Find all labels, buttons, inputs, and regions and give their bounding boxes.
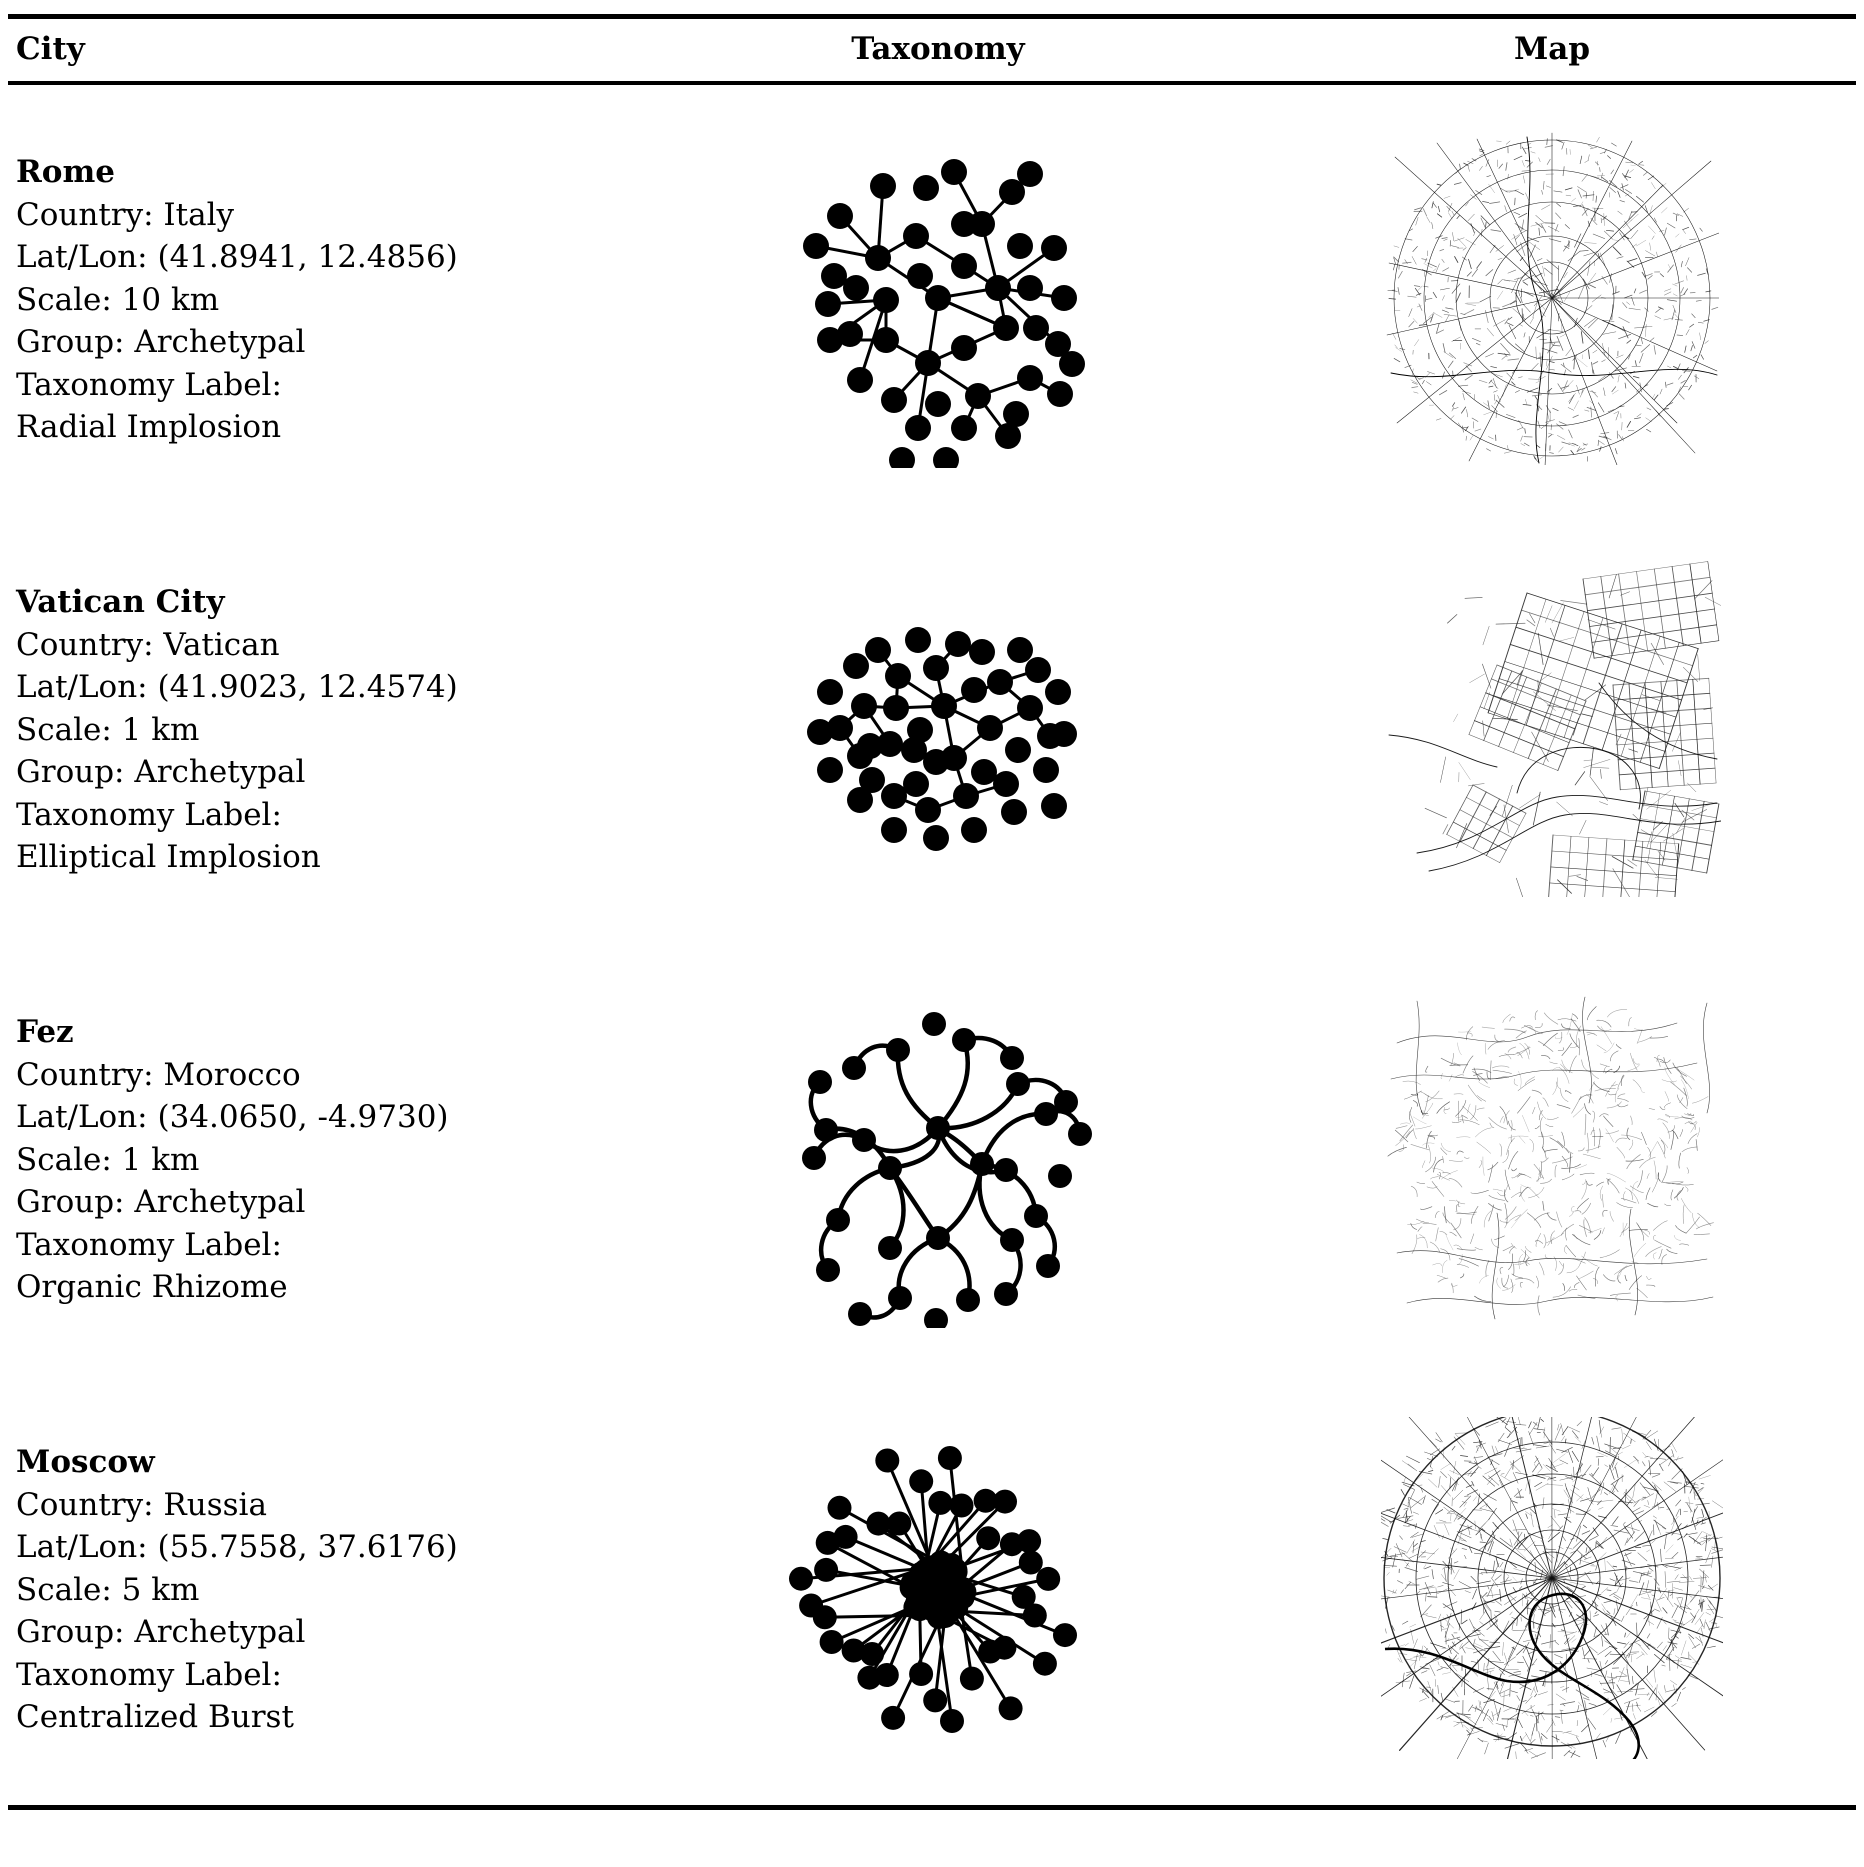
city-cell xyxy=(8,515,628,945)
city-latlon: Lat/Lon: (55.7558, 37.6176) xyxy=(16,1526,628,1568)
taxonomy-cell xyxy=(628,515,1248,945)
city-scale: Scale: 5 km xyxy=(16,1569,628,1611)
centralized-burst-graph xyxy=(768,1418,1108,1758)
moscow-street-network-map xyxy=(1377,1413,1727,1763)
city-group: Group: Archetypal xyxy=(16,1181,628,1223)
city-taxonomy-map-table xyxy=(8,19,1856,81)
vatican-city-street-network-map xyxy=(1377,553,1727,903)
column-header-map: Map xyxy=(1248,19,1856,81)
city-taxonomy-label: Taxonomy Label: xyxy=(16,1654,628,1696)
taxonomy-cell xyxy=(628,945,1248,1375)
table-row xyxy=(8,85,1856,515)
city-scale: Scale: 1 km xyxy=(16,1139,628,1181)
city-taxonomy-label: Taxonomy Label: xyxy=(16,794,628,836)
table-bottom-rule xyxy=(8,1805,1856,1810)
city-cell xyxy=(8,85,628,515)
map-cell xyxy=(1248,85,1856,515)
city-name: Fez xyxy=(16,1011,628,1053)
organic-rhizome-graph xyxy=(768,988,1108,1328)
city-latlon: Lat/Lon: (41.8941, 12.4856) xyxy=(16,236,628,278)
city-country: Country: Italy xyxy=(16,194,628,236)
taxonomy-cell xyxy=(628,1375,1248,1805)
city-name: Rome xyxy=(16,151,628,193)
header-row xyxy=(8,19,1856,81)
table-header xyxy=(8,19,1856,81)
city-taxonomy-label: Taxonomy Label: xyxy=(16,364,628,406)
city-country: Country: Russia xyxy=(16,1484,628,1526)
city-country: Country: Morocco xyxy=(16,1054,628,1096)
elliptical-implosion-graph xyxy=(768,558,1108,898)
city-taxonomy-map-body xyxy=(8,85,1856,1805)
fez-street-network-map xyxy=(1377,983,1727,1333)
city-taxonomy-value: Elliptical Implosion xyxy=(16,836,628,878)
city-taxonomy-value: Centralized Burst xyxy=(16,1696,628,1738)
map-cell xyxy=(1248,945,1856,1375)
city-taxonomy-value: Organic Rhizome xyxy=(16,1266,628,1308)
city-group: Group: Archetypal xyxy=(16,321,628,363)
radial-implosion-graph xyxy=(768,128,1108,468)
map-cell xyxy=(1248,1375,1856,1805)
city-cell xyxy=(8,1375,628,1805)
city-group: Group: Archetypal xyxy=(16,751,628,793)
column-header-taxonomy: Taxonomy xyxy=(628,19,1248,81)
table-row xyxy=(8,515,1856,945)
table-page xyxy=(0,14,1864,1867)
city-taxonomy-value: Radial Implosion xyxy=(16,406,628,448)
table-row xyxy=(8,1375,1856,1805)
table-row xyxy=(8,945,1856,1375)
city-scale: Scale: 1 km xyxy=(16,709,628,751)
city-latlon: Lat/Lon: (41.9023, 12.4574) xyxy=(16,666,628,708)
city-name: Moscow xyxy=(16,1441,628,1483)
city-group: Group: Archetypal xyxy=(16,1611,628,1653)
rome-street-network-map xyxy=(1377,123,1727,473)
city-latlon: Lat/Lon: (34.0650, -4.9730) xyxy=(16,1096,628,1138)
city-country: Country: Vatican xyxy=(16,624,628,666)
city-name: Vatican City xyxy=(16,581,628,623)
city-cell xyxy=(8,945,628,1375)
column-header-city: City xyxy=(8,19,628,81)
city-scale: Scale: 10 km xyxy=(16,279,628,321)
city-taxonomy-label: Taxonomy Label: xyxy=(16,1224,628,1266)
taxonomy-cell xyxy=(628,85,1248,515)
map-cell xyxy=(1248,515,1856,945)
